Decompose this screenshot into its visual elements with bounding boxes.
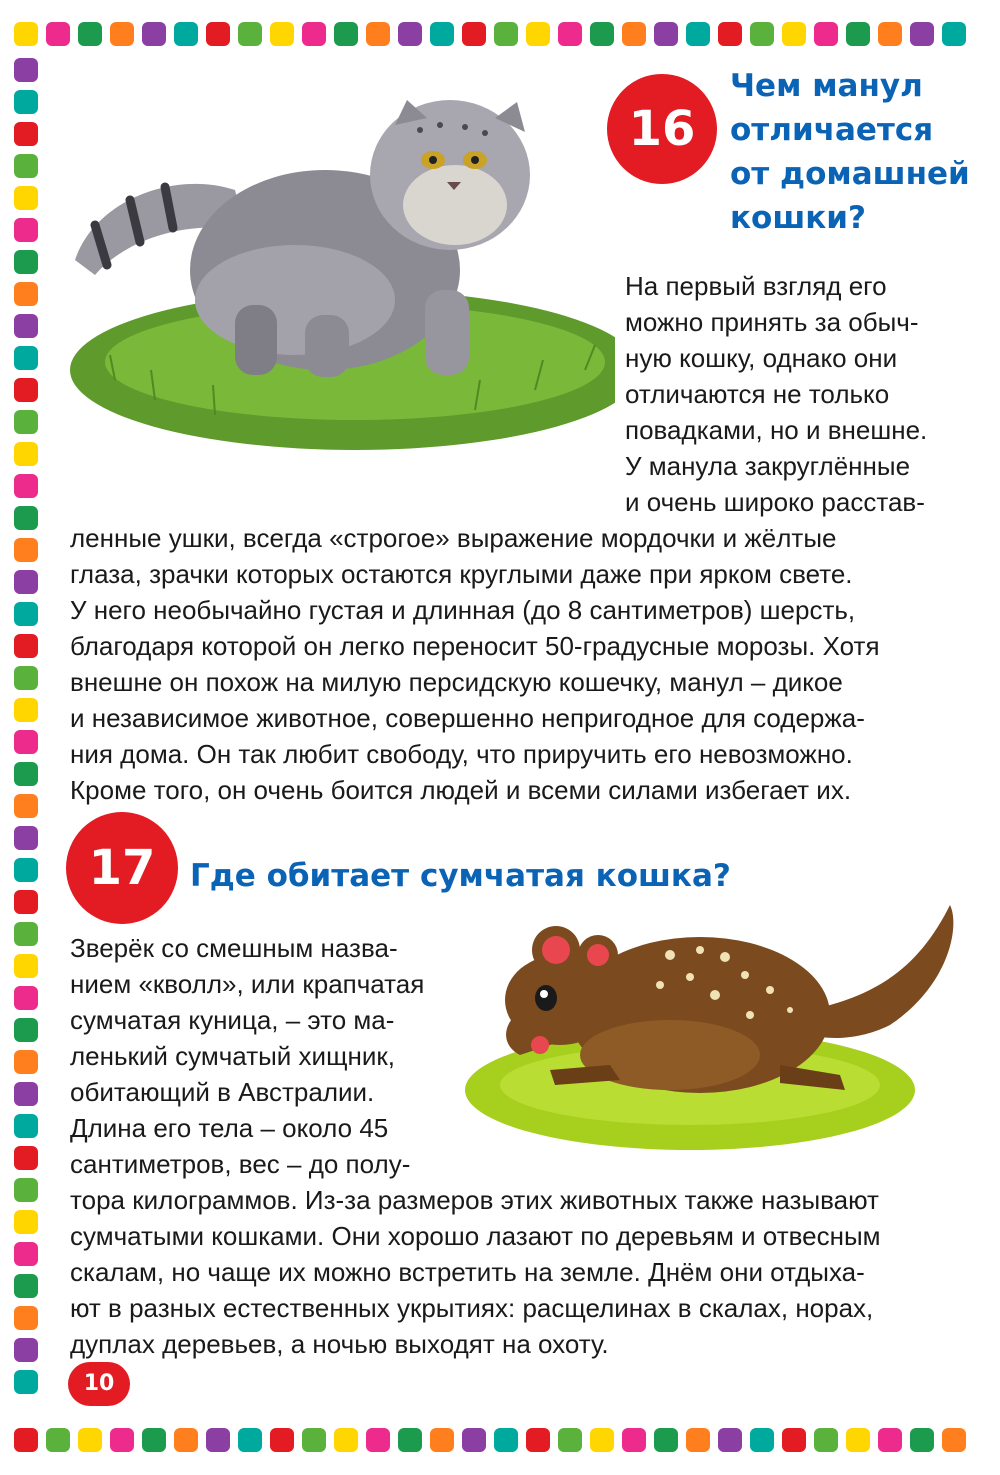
border-square xyxy=(14,122,38,146)
border-square xyxy=(78,1428,102,1452)
text-line: ния дома. Он так любит свободу, что приручить его невозможно. xyxy=(70,739,853,769)
border-square xyxy=(110,1428,134,1452)
border-square xyxy=(14,410,38,434)
border-square xyxy=(270,1428,294,1452)
border-square xyxy=(14,282,38,306)
border-square xyxy=(14,890,38,914)
border-square xyxy=(750,1428,774,1452)
border-square xyxy=(526,1428,550,1452)
text-line: ленький сумчатый хищник, xyxy=(70,1041,395,1071)
border-square xyxy=(14,1242,38,1266)
text-line: сумчатая куница, – это ма- xyxy=(70,1005,395,1035)
border-square xyxy=(942,1428,966,1452)
border-square xyxy=(398,22,422,46)
border-square xyxy=(750,22,774,46)
border-square xyxy=(14,346,38,370)
border-square xyxy=(14,186,38,210)
text-line: ют в разных естественных укрытиях: расщелинах в скалах, норах, xyxy=(70,1293,874,1323)
border-square xyxy=(718,22,742,46)
border-square xyxy=(238,1428,262,1452)
border-square xyxy=(686,1428,710,1452)
border-square xyxy=(14,1210,38,1234)
manul-cat-illustration xyxy=(55,70,615,460)
border-square xyxy=(14,634,38,658)
text-line: повадками, но и внешне. xyxy=(625,415,928,445)
border-square xyxy=(14,602,38,626)
border-square xyxy=(14,794,38,818)
border-square xyxy=(14,666,38,690)
text-line: и очень широко расстав- xyxy=(625,487,925,517)
border-square xyxy=(14,154,38,178)
border-square xyxy=(14,1050,38,1074)
border-square xyxy=(206,1428,230,1452)
text-line: ленные ушки, всегда «строгое» выражение мордочки и жёлтые xyxy=(70,523,837,553)
text-line: ную кошку, однако они xyxy=(625,343,898,373)
border-square xyxy=(110,22,134,46)
text-line: сантиметров, вес – до полу- xyxy=(70,1149,411,1179)
border-square xyxy=(622,22,646,46)
border-square xyxy=(494,1428,518,1452)
border-square xyxy=(14,442,38,466)
border-square xyxy=(14,570,38,594)
text-line: отличаются не только xyxy=(625,379,890,409)
border-square xyxy=(14,1018,38,1042)
border-square xyxy=(782,22,806,46)
text-line: внешне он похож на милую персидскую кошечку, манул – дикое xyxy=(70,667,843,697)
text-line: тора килограммов. Из-за размеров этих животных также называют xyxy=(70,1185,879,1215)
border-square xyxy=(238,22,262,46)
text-line: можно принять за обыч- xyxy=(625,307,919,337)
border-square xyxy=(270,22,294,46)
border-square xyxy=(654,1428,678,1452)
border-square xyxy=(14,762,38,786)
border-square xyxy=(814,22,838,46)
border-square xyxy=(878,22,902,46)
border-square xyxy=(142,22,166,46)
border-square xyxy=(910,1428,934,1452)
border-square xyxy=(174,22,198,46)
text-line: сумчатыми кошками. Они хорошо лазают по деревьям и отвесным xyxy=(70,1221,881,1251)
text-line: обитающий в Австралии. xyxy=(70,1077,375,1107)
border-square xyxy=(14,986,38,1010)
text-line: У манула закруглённые xyxy=(625,451,911,481)
title-line: кошки? xyxy=(730,200,867,236)
border-square xyxy=(910,22,934,46)
border-square xyxy=(942,22,966,46)
border-square xyxy=(78,22,102,46)
border-square xyxy=(14,730,38,754)
border-square xyxy=(622,1428,646,1452)
text-line: и независимое животное, совершенно непригодное для содержа- xyxy=(70,703,865,733)
border-square xyxy=(430,22,454,46)
border-square xyxy=(14,826,38,850)
text-line: Зверёк со смешным назва- xyxy=(70,933,398,963)
border-square xyxy=(718,1428,742,1452)
border-square xyxy=(46,1428,70,1452)
border-square xyxy=(14,474,38,498)
question-number-16: 16 xyxy=(607,74,717,184)
border-square xyxy=(398,1428,422,1452)
title-line: от домашней xyxy=(730,156,970,192)
border-square xyxy=(590,1428,614,1452)
border-square xyxy=(14,314,38,338)
border-square xyxy=(14,538,38,562)
border-square xyxy=(302,1428,326,1452)
border-square xyxy=(782,1428,806,1452)
border-square xyxy=(558,22,582,46)
border-square xyxy=(430,1428,454,1452)
border-square xyxy=(814,1428,838,1452)
border-square xyxy=(334,1428,358,1452)
text-line: Кроме того, он очень боится людей и всеми силами избегает их. xyxy=(70,775,852,805)
question-number-17: 17 xyxy=(66,812,178,924)
border-square xyxy=(14,1178,38,1202)
border-square xyxy=(14,1146,38,1170)
text-line: благодаря которой он легко переносит 50-градусные морозы. Хотя xyxy=(70,631,880,661)
border-square xyxy=(302,22,326,46)
border-square xyxy=(46,22,70,46)
text-line: скалам, но чаще их можно встретить на земле. Днём они отдыха- xyxy=(70,1257,865,1287)
border-square xyxy=(366,1428,390,1452)
border-square xyxy=(14,1274,38,1298)
border-square xyxy=(174,1428,198,1452)
border-square xyxy=(14,922,38,946)
border-square xyxy=(14,378,38,402)
border-square xyxy=(14,22,38,46)
title-line: Чем манул xyxy=(730,68,923,104)
border-square xyxy=(878,1428,902,1452)
quoll-illustration xyxy=(460,895,980,1155)
border-square xyxy=(142,1428,166,1452)
page-number: 10 xyxy=(68,1362,130,1406)
border-square xyxy=(14,506,38,530)
text-line: нием «кволл», или крапчатая xyxy=(70,969,425,999)
text-line: У него необычайно густая и длинная (до 8 сантиметров) шерсть, xyxy=(70,595,856,625)
border-square xyxy=(462,1428,486,1452)
border-square xyxy=(654,22,678,46)
border-square xyxy=(494,22,518,46)
border-square xyxy=(14,218,38,242)
border-square xyxy=(14,1082,38,1106)
border-square xyxy=(846,22,870,46)
border-square xyxy=(14,1306,38,1330)
border-square xyxy=(14,90,38,114)
border-square xyxy=(526,22,550,46)
text-line: На первый взгляд его xyxy=(625,271,887,301)
text-line: дуплах деревьев, а ночью выходят на охоту. xyxy=(70,1329,609,1359)
border-square xyxy=(590,22,614,46)
border-square xyxy=(14,1338,38,1362)
border-square xyxy=(334,22,358,46)
border-square xyxy=(14,1370,38,1394)
border-square xyxy=(206,22,230,46)
border-square xyxy=(14,698,38,722)
title-line: отличается xyxy=(730,112,934,148)
question-17-title: Где обитает сумчатая кошка? xyxy=(190,858,731,894)
text-line: глаза, зрачки которых остаются круглыми даже при ярком свете. xyxy=(70,559,853,589)
border-square xyxy=(14,1114,38,1138)
border-square xyxy=(14,858,38,882)
border-square xyxy=(14,250,38,274)
border-square xyxy=(14,1428,38,1452)
text-line: Длина его тела – около 45 xyxy=(70,1113,389,1143)
border-square xyxy=(14,954,38,978)
border-square xyxy=(366,22,390,46)
border-square xyxy=(686,22,710,46)
border-square xyxy=(462,22,486,46)
border-square xyxy=(846,1428,870,1452)
border-square xyxy=(14,58,38,82)
border-square xyxy=(558,1428,582,1452)
